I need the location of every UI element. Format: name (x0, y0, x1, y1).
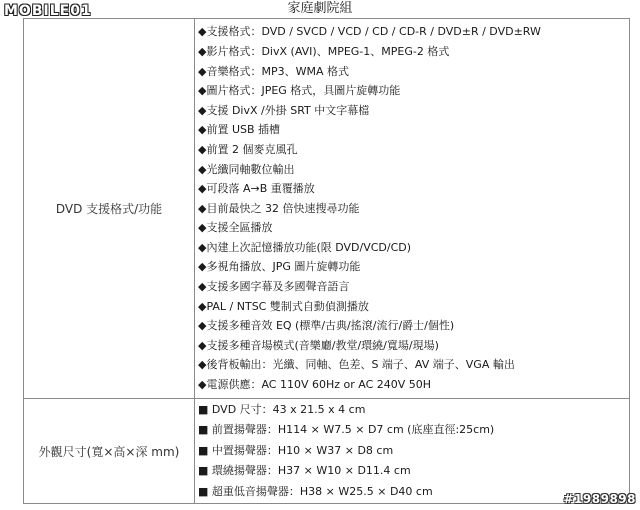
spec-line: ■ 超重低音揚聲器：H38 × W25.5 × D40 cm (198, 484, 433, 498)
page-title: 家庭劇院組 (287, 1, 353, 16)
spec-line: ◆後背板輸出：光纖、同軸、色差、S 端子、AV 端子、VGA 輸出 (198, 358, 515, 372)
row-label-formats: DVD 支援格式/功能 (24, 19, 195, 399)
spec-line: ◆影片格式：DivX (AVI)、MPEG-1、MPEG-2 格式 (198, 44, 450, 58)
row-value-formats (195, 19, 630, 399)
spec-line: ◆目前最快之 32 倍快速搜尋功能 (198, 201, 360, 215)
spec-line: ■ 環繞揚聲器：H37 × W10 × D11.4 cm (198, 464, 411, 478)
spec-line: ■ 前置揚聲器：H114 × W7.5 × D7 cm (底座直徑:25cm) (198, 423, 495, 437)
spec-line: ◆可段落 A→B 重覆播放 (198, 182, 315, 196)
spec-line: ◆支援多國字幕及多國聲音語言 (198, 280, 350, 294)
spec-line: ■ DVD 尺寸：43 x 21.5 x 4 cm (198, 403, 366, 416)
spec-line: ◆前置 USB 插槽 (198, 123, 281, 137)
row-value-dimensions (195, 399, 630, 504)
spec-line: ◆支援 DivX /外掛 SRT 中文字幕檔 (198, 103, 370, 117)
spec-line: ◆內建上次記憶播放功能(限 DVD/VCD/CD) (198, 240, 412, 254)
spec-line: ■ 中置揚聲器：H10 × W37 × D8 cm (198, 443, 394, 457)
watermark-id: #1989898 (563, 492, 636, 506)
spec-line: ◆電源供應：AC 110V 60Hz or AC 240V 50H (198, 378, 432, 392)
row-label-dimensions: 外觀尺寸(寬×高×深 mm) (24, 399, 195, 504)
table-row (24, 19, 630, 399)
spec-line: ◆支援多種音場模式(音樂廳/教堂/環繞/寬場/現場) (198, 338, 439, 352)
spec-line: ◆支援格式：DVD / SVCD / VCD / CD / CD-R / DVD±R / DVD±RW (198, 25, 541, 39)
spec-table (23, 18, 630, 504)
spec-line: ◆光纖同軸數位輸出 (198, 162, 295, 176)
spec-line: ◆音樂格式：MP3、WMA 格式 (198, 64, 349, 78)
spec-line: ◆多視角播放、JPG 圖片旋轉功能 (198, 260, 361, 274)
spec-line: ◆前置 2 個麥克風孔 (198, 142, 298, 156)
spec-line: ◆支援多種音效 EQ (標準/古典/搖滾/流行/爵士/個性) (198, 319, 455, 333)
spec-line: ◆支援全區播放 (198, 221, 273, 235)
spec-line: ◆圖片格式：JPEG 格式，具圖片旋轉功能 (198, 84, 401, 98)
table-row (24, 399, 630, 504)
spec-line: ◆PAL / NTSC 雙制式自動偵測播放 (198, 299, 369, 313)
logo-text: MOBILE01 (4, 3, 92, 19)
